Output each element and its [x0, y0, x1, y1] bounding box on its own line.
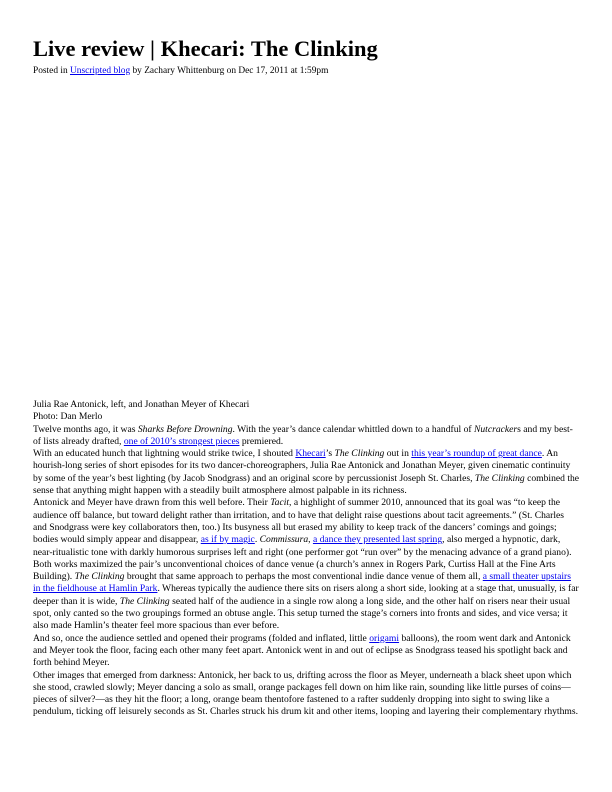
article-paragraph [33, 448, 580, 497]
italic-title-text: The Clinking [74, 571, 125, 583]
text-run: ’s [325, 448, 335, 460]
text-run: Antonick and Meyer have drawn from this well before. Their [33, 497, 271, 509]
article-body [33, 424, 580, 719]
italic-title-text: Commissura [259, 534, 309, 546]
text-run: premiered. [239, 435, 284, 447]
text-run: . [254, 534, 260, 546]
italic-title-text: The Clinking [119, 595, 170, 607]
text-run: seated half of the audience in a single row along a long side, and the other half on risers near their usual spot, only canted so the two groupings formed an obtuse angle. This setup turned the stage’s corners into fronts and sides, and vice versa; it also made Hamlin’s theater feel more spacious than ever before. [33, 595, 571, 632]
text-run: balloons), the room went dark and Antonick and Meyer took the floor, facing each other many feet apart. Antonick went in and out of eclipse as Snodgrass teased his spotlight back and forth behind Meyer. [33, 632, 571, 669]
unscripted-blog-link[interactable]: Unscripted blog [69, 66, 131, 76]
italic-title-text: The Clinking [474, 472, 525, 484]
article-paragraph [33, 424, 580, 449]
photo-caption [33, 399, 580, 424]
text-run: Both works maximized the pair’s unconventional choices of dance venue (a church’s annex in Rogers Park, Curtiss Hall at the Fine Arts Building). [33, 558, 556, 583]
text-run: And so, once the audience settled and opened their programs (folded and inflated, little [33, 632, 370, 644]
dance-presented-last-spring-link[interactable]: a dance they presented last spring [312, 534, 443, 546]
article-paragraph [33, 559, 580, 633]
text-run: , also merged a hypnotic, dark, near-ritualistic tone with darkly humorous surprises left and right (one performer got “run over” by the menacing advance of a grand piano). [33, 534, 572, 558]
italic-title-text: The Clinking [334, 448, 385, 460]
hamlin-park-theater-link[interactable]: a small theater upstairs in the fieldhouse at Hamlin Park [33, 571, 571, 595]
text-run: out in [384, 448, 412, 460]
byline-suffix: by Zachary Whittenburg on Dec 17, 2011 at 1:59pm [130, 66, 329, 76]
text-run: Other images that emerged from darkness: Antonick, her back to us, drifting across the floor as Meyer, underneath a black sheet upon which she stood, crawled slowly; Meyer dancing a solo as small, orange packages fell down on him like rain, sounding like little purses of coins—pieces of silver?—as they hit the floor; a long, orange beam thentofore fastened to a rafter suddenly dropping into sight to swing like a pendulum, ticking off leisurely seconds as St. Charles struck his drum kit and other items, looping and layering their complementary rhythms. [33, 669, 578, 718]
text-run: combined the sense that anything might happen with a steadily built atmosphere almost palpable in its richness. [33, 472, 580, 497]
photo-caption-line: Julia Rae Antonick, left, and Jonathan Meyer of Khecari [33, 399, 250, 410]
as-if-by-magic-link[interactable]: as if by magic [200, 534, 255, 546]
text-run: , [308, 534, 313, 546]
one-of-2010s-strongest-pieces-link[interactable]: one of 2010’s strongest pieces [123, 435, 240, 447]
text-run: s and my best-of lists already drafted, [33, 423, 573, 447]
text-run: . An hourish-long series of short episodes for its two dancer-choreographers, Julia Rae Antonick and Jonathan Meyer, given cinematic continuity by some of the year’s best lighting (by Jacob Snodgrass) and an original score by percussionist Joseph St. Charles, [33, 448, 571, 484]
text-run: , a highlight of summer 2010, announced that its goal was “to keep the audience off balance, but toward delight rather than irritation, and to have that delight raise questions about tacit agreements.” (St. Charles and Snodgrass were key collaborators then, too.) Its busyness all but erased my ability to keep track of the dancers’ comings and goings; bodies would simply appear and disappear, [33, 497, 565, 546]
italic-title-text: Sharks Before Drowning [137, 423, 233, 435]
article-paragraph [33, 497, 580, 558]
italic-title-text: Tacit [270, 497, 290, 509]
italic-title-text: Nutcracker [473, 423, 518, 435]
article-paragraph [33, 670, 580, 719]
photo-credit: Photo: Dan Merlo [33, 411, 103, 423]
khecari-link[interactable]: Khecari [295, 448, 326, 460]
byline [33, 65, 580, 77]
origami-link[interactable]: origami [369, 632, 400, 644]
text-run: . Whereas typically the audience there sits on risers along a short side, looking at a stage that, unusually, is far deeper than it is wide, [33, 583, 579, 607]
byline-prefix: Posted in [33, 66, 70, 76]
text-run: brought that same approach to perhaps the most conventional indie dance venue of them all, [124, 571, 483, 583]
roundup-of-great-dance-link[interactable]: this year’s roundup of great dance [411, 448, 542, 460]
text-run: Twelve months ago, it was [33, 423, 138, 435]
page-title: Live review | Khecari: The Clinking [33, 36, 378, 61]
article-paragraph [33, 633, 580, 670]
text-run: . With the year’s dance calendar whittled down to a handful of [232, 423, 474, 435]
text-run: With an educated hunch that lightning would strike twice, I shouted [33, 448, 296, 460]
missing-photo-placeholder [33, 77, 580, 399]
